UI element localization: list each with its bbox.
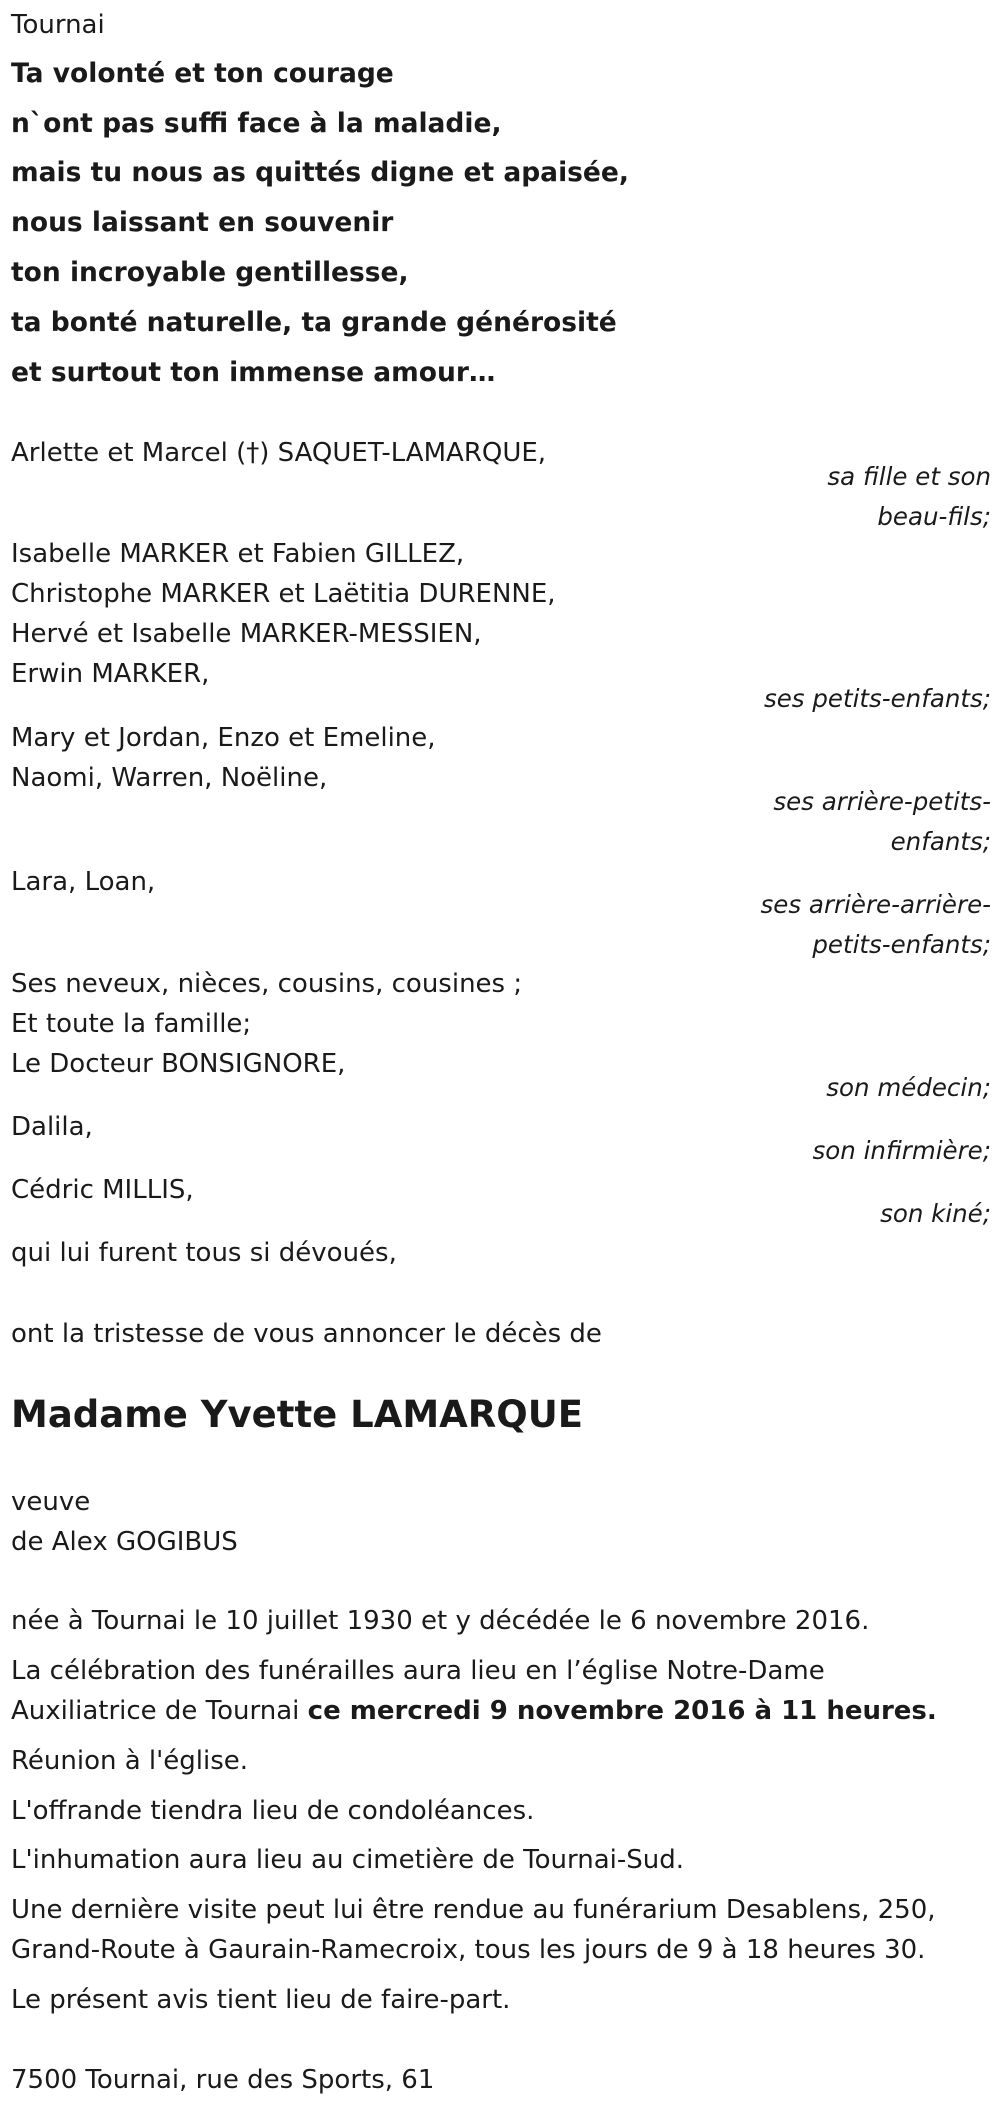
poem-line: nous laissant en souvenir [11, 207, 394, 238]
grandchild-line: Erwin MARKER, [11, 659, 210, 689]
widow-line: de Alex GOGIBUS [11, 1527, 238, 1557]
poem-line: Ta volonté et ton courage [11, 58, 394, 89]
doctor-line: Le Docteur BONSIGNORE, [11, 1049, 346, 1079]
daughter-role: beau-fils; [877, 502, 991, 531]
funeral-line: La célébration des funérailles aura lieu en l’église Notre-Dame [11, 1656, 825, 1686]
relatives-line: Et toute la famille; [11, 1009, 252, 1039]
funeral-line [11, 1694, 937, 1728]
grandchild-line: Christophe MARKER et Laëtitia DURENNE, [11, 579, 556, 609]
great-grandchildren-role: ses arrière-petits- [773, 787, 991, 816]
grandchild-line: Hervé et Isabelle MARKER-MESSIEN, [11, 619, 482, 649]
birth-death: née à Tournai le 10 juillet 1930 et y décédée le 6 novembre 2016. [11, 1606, 870, 1636]
notice: Le présent avis tient lieu de faire-part. [11, 1985, 511, 2015]
nurse-role: son infirmière; [812, 1136, 991, 1165]
funeral-date: ce mercredi 9 novembre 2016 à 11 heures. [307, 1696, 937, 1726]
great-great-grandchild-line: Lara, Loan, [11, 867, 156, 897]
visit-line: Une dernière visite peut lui être rendue au funérarium Desablens, 250, [11, 1895, 936, 1925]
poem-line: mais tu nous as quittés digne et apaisée, [11, 157, 629, 188]
announcement: ont la tristesse de vous annoncer le décès de [11, 1319, 602, 1349]
city-heading: Tournai [11, 10, 105, 40]
address: 7500 Tournai, rue des Sports, 61 [11, 2065, 435, 2095]
poem-line: n`ont pas suffi face à la maladie, [11, 108, 502, 139]
doctor-role: son médecin; [826, 1073, 991, 1102]
poem-line: ton incroyable gentillesse, [11, 257, 409, 288]
grandchild-line: Isabelle MARKER et Fabien GILLEZ, [11, 539, 465, 569]
great-great-grandchildren-role: ses arrière-arrière- [760, 890, 991, 919]
physio-role: son kiné; [880, 1199, 991, 1228]
poem-line: ta bonté naturelle, ta grande générosité [11, 307, 617, 338]
great-grandchild-line: Mary et Jordan, Enzo et Emeline, [11, 723, 436, 753]
meeting: Réunion à l'église. [11, 1746, 249, 1776]
widow-line: veuve [11, 1487, 91, 1517]
devoted-line: qui lui furent tous si dévoués, [11, 1238, 397, 1268]
relatives-line: Ses neveux, nièces, cousins, cousines ; [11, 969, 523, 999]
deceased-name: Madame Yvette LAMARQUE [11, 1393, 584, 1436]
daughter-line: Arlette et Marcel (†) SAQUET-LAMARQUE, [11, 438, 547, 468]
nurse-line: Dalila, [11, 1112, 93, 1142]
great-great-grandchildren-role: petits-enfants; [812, 930, 991, 959]
daughter-role: sa fille et son [827, 462, 991, 491]
poem-line: et surtout ton immense amour… [11, 357, 496, 388]
burial: L'inhumation aura lieu au cimetière de Tournai-Sud. [11, 1845, 685, 1875]
visit-line: Grand-Route à Gaurain-Ramecroix, tous les jours de 9 à 18 heures 30. [11, 1935, 926, 1965]
physio-line: Cédric MILLIS, [11, 1175, 194, 1205]
funeral-place: Auxiliatrice de Tournai [11, 1696, 308, 1726]
offering: L'offrande tiendra lieu de condoléances. [11, 1796, 535, 1826]
great-grandchildren-role: enfants; [890, 827, 991, 856]
grandchildren-role: ses petits-enfants; [763, 684, 991, 713]
great-grandchild-line: Naomi, Warren, Noëline, [11, 763, 328, 793]
